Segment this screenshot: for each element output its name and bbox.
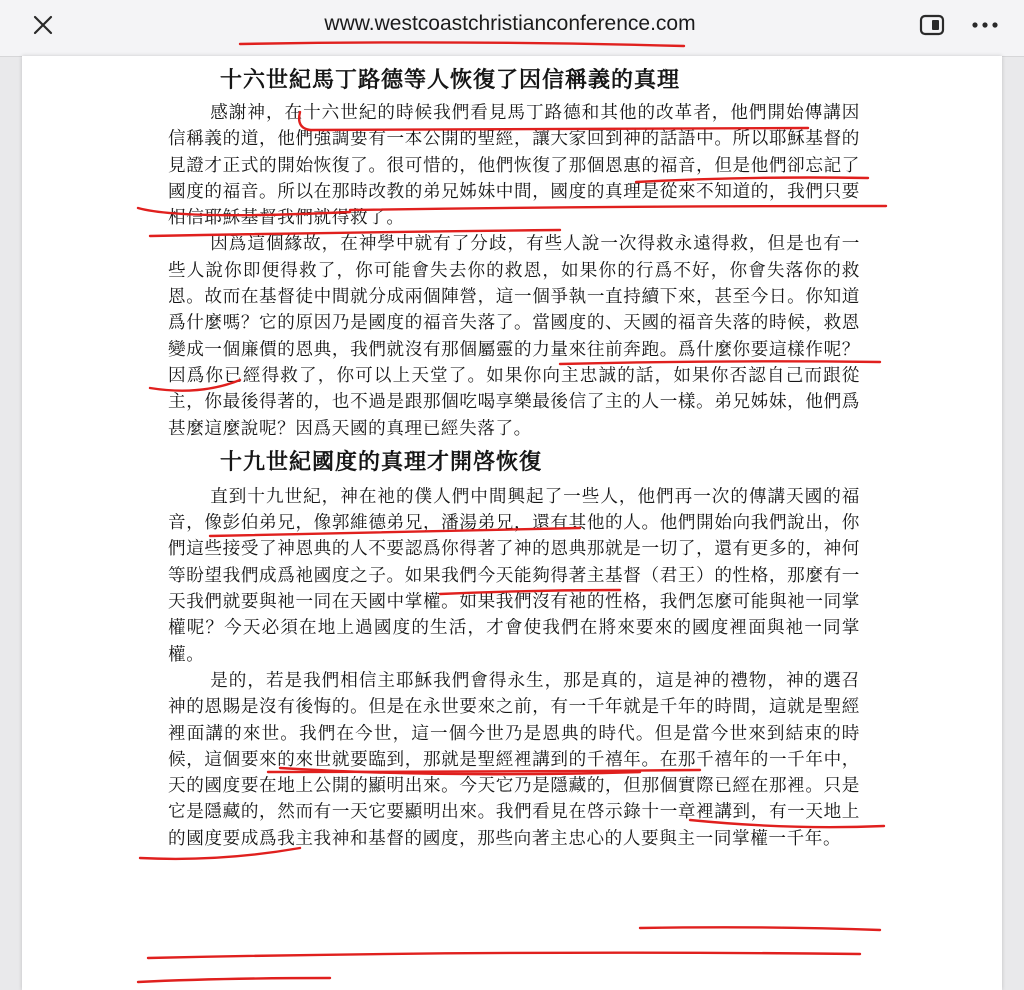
close-button[interactable]	[26, 8, 60, 42]
tab-switcher-button[interactable]	[916, 10, 948, 40]
paragraph-2: 因爲這個緣故，在神學中就有了分歧，有些人說一次得救永遠得救，但是也有一些人說你即便得救了，你可能會失去你的救恩，如果你的行爲不好，你會失落你的救恩。故而在基督徒中間就分成兩個陣營，這一個爭執一直持續下來，甚至今日。你知道爲什麼嗎？它的原因乃是國度的福音失落了。當國度的、天國的福音失落的時候，救恩變成一個廉價的恩典，我們就沒有那個屬靈的力量來往前奔跑。爲什麼你要這樣作呢？因爲你已經得救了，你可以上天堂了。如果你向主忠誠的話，如果你否認自己而跟從主，你最後得著的，也不過是跟那個吃喝享樂最後信了主的人一樣。弟兄姊妹，他們爲甚麼這麼說呢？因爲天國的真理已經失落了。	[168, 234, 860, 439]
url-bar[interactable]: www.westcoastchristianconference.com	[324, 12, 696, 35]
paragraph-3: 直到十九世紀，神在祂的僕人們中間興起了一些人，他們再一次的傳講天國的福音，像彭伯弟兄，像郭維德弟兄，潘湯弟兄，還有其他的人。他們開始向我們說出，你們這些接受了神恩典的人不要認爲你得著了神的恩典那就是一切了，還有更多的，神何等盼望我們成爲祂國度之子。如果我們今天能夠得著主基督（君王）的性格，那麼有一天我們就要與祂一同在天國中掌權。如果我們沒有祂的性格，我們怎麼可能與祂一同掌權呢？今天必須在地上過國度的生活，才會使我們在將來要來的國度裡面與祂一同掌權。	[168, 486, 860, 665]
section-heading-19th-century: 十九世紀國度的真理才開啓恢復	[220, 449, 543, 475]
document-content	[168, 56, 860, 852]
paragraph-4: 是的，若是我們相信主耶穌我們會得永生，那是真的，這是神的禮物，神的選召神的恩賜是沒有後悔的。但是在永世要來之前，有一千年就是千年的時間，這就是聖經裡面講的來世。我們在今世，這一個今世乃是恩典的時代。但是當今世來到結束的時候，這個要來的來世就要臨到，那就是聖經裡講到的千禧年。在那千禧年的一千年中，天的國度要在地上公開的顯明出來。今天它乃是隱藏的，但那個實際已經在那裡。只是它是隱藏的，然而有一天它要顯明出來。我們看見在啓示錄十一章裡講到，有一天地上的國度要成爲我主我神和基督的國度，那些向著主忠心的人要與主一同掌權一千年。	[168, 670, 860, 849]
tab-switcher-icon	[919, 14, 945, 36]
browser-toolbar	[0, 0, 1024, 57]
section-heading-16th-century: 十六世紀馬丁路德等人恢復了因信稱義的真理	[220, 68, 681, 93]
more-icon	[971, 21, 999, 29]
more-button[interactable]	[968, 10, 1002, 40]
close-icon	[32, 14, 54, 36]
paragraph-1: 感謝神，在十六世紀的時候我們看見馬丁路德和其他的改革者，他們開始傳講因信稱義的道，他們強調要有一本公開的聖經，讓大家回到神的話語中。所以耶穌基督的見證才正式的開始恢復了。很可惜的，他們恢復了那個恩惠的福音，但是他們卻忘記了國度的福音。所以在那時改教的弟兄姊妹中間，國度的真理是從來不知道的，我們只要相信耶穌基督我們就得救了。	[168, 103, 860, 229]
